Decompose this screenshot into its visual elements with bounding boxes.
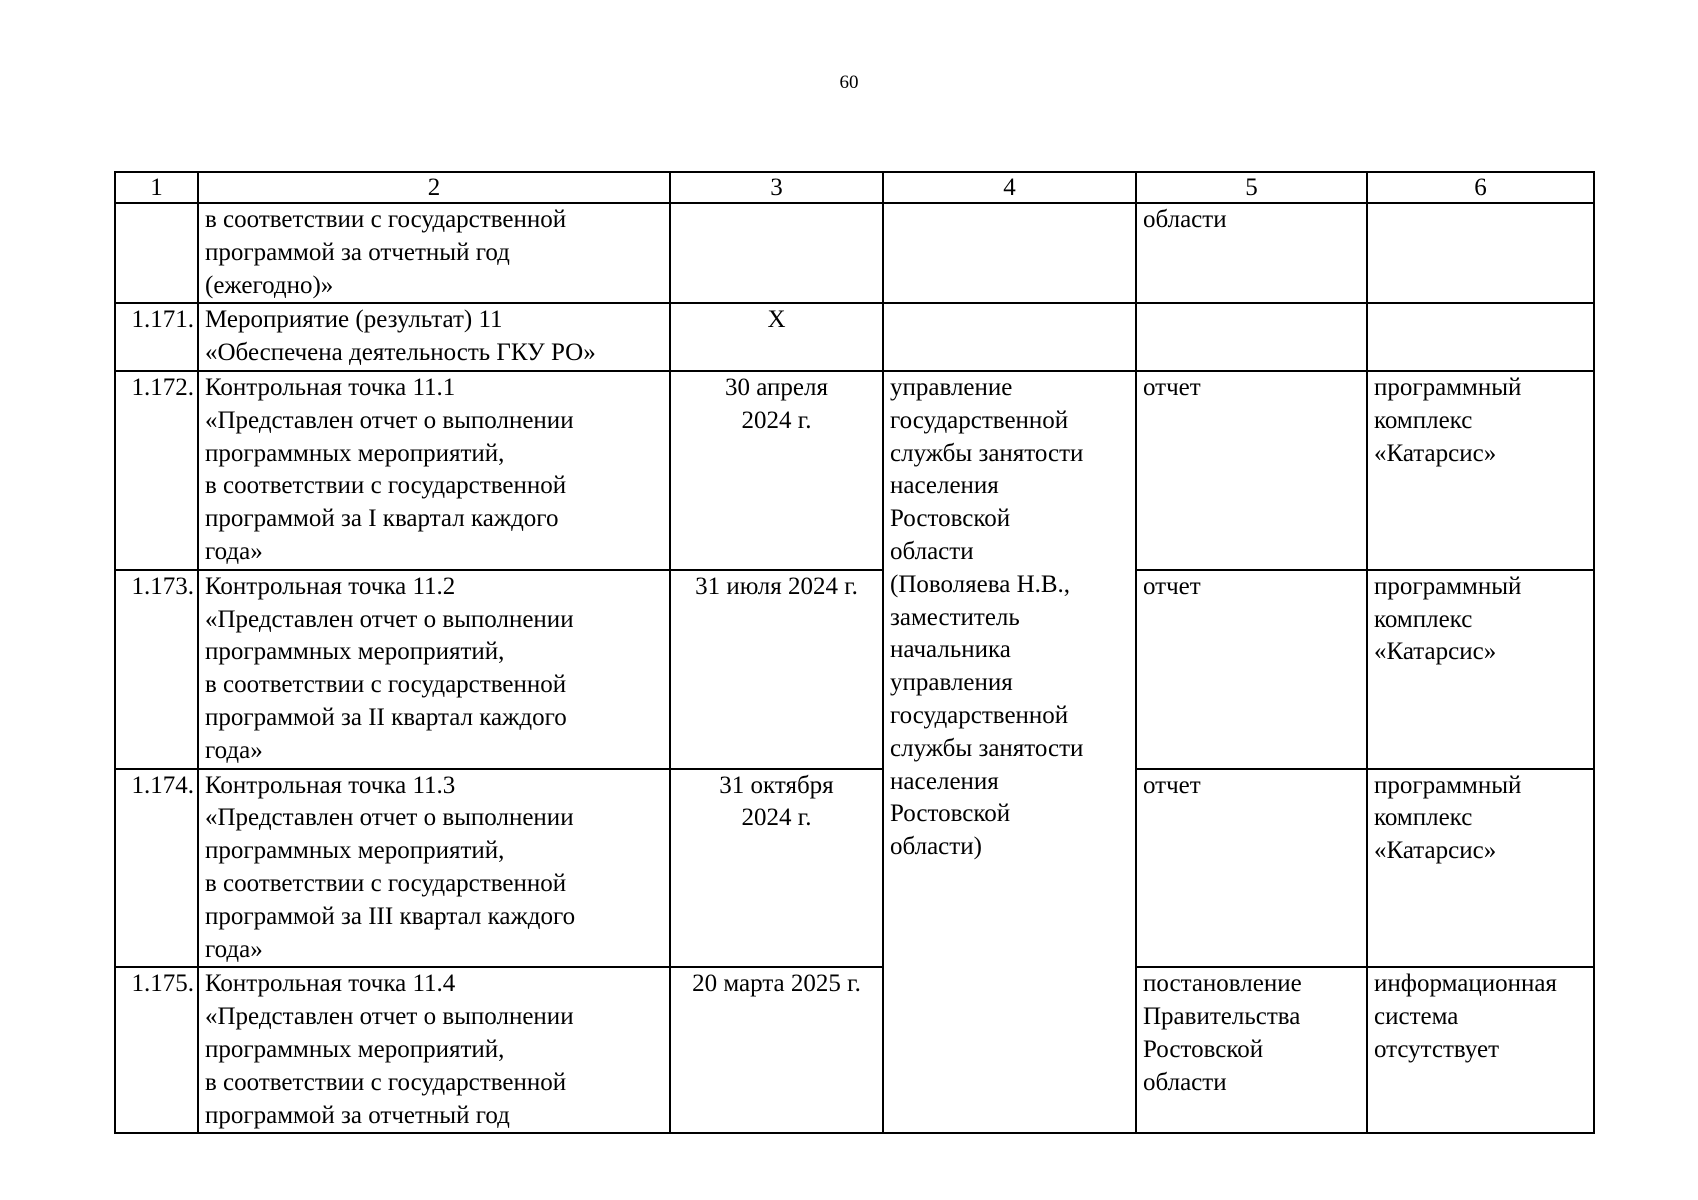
header-cell: 3: [670, 172, 883, 203]
activity-cell: [198, 203, 670, 303]
text-line: государственной: [890, 406, 1069, 434]
text-line: Ростовской: [890, 800, 1011, 828]
text-line: 30 апреля: [725, 373, 828, 401]
text-line: заместитель: [890, 603, 1020, 631]
table-row: [115, 769, 1594, 968]
text-line: информационная: [1374, 970, 1557, 998]
text-line: программой за III квартал каждого: [205, 902, 576, 930]
deadline-cell: [670, 570, 883, 769]
text-line: области: [890, 537, 974, 565]
header-cell: 2: [198, 172, 670, 203]
text-line: Мероприятие (результат) 11: [205, 306, 503, 334]
document-cell: [1136, 203, 1367, 303]
text-line: населения: [890, 472, 999, 500]
text-line: в соответствии с государственной: [205, 671, 567, 699]
text-line: службы занятости: [890, 734, 1084, 762]
table-body: [115, 172, 1594, 1133]
deadline-cell: [670, 769, 883, 968]
document-cell: [1136, 769, 1367, 968]
row-number: 1.173.: [115, 570, 198, 769]
text-line: программных мероприятий,: [205, 439, 505, 467]
text-line: начальника: [890, 636, 1011, 664]
text-line: система: [1374, 1003, 1459, 1031]
document-cell: [1136, 967, 1367, 1133]
text-line: 2024 г.: [741, 804, 812, 832]
system-cell: [1367, 371, 1594, 570]
text-line: X: [767, 306, 786, 334]
responsible-cell: [883, 203, 1136, 303]
text-line: отчет: [1143, 572, 1201, 600]
text-line: постановление: [1143, 970, 1302, 998]
text-line: (ежегодно)»: [205, 271, 334, 299]
text-line: в соответствии с государственной: [205, 472, 567, 500]
document-cell: [1136, 570, 1367, 769]
activity-cell: [198, 371, 670, 570]
row-number: 1.174.: [115, 769, 198, 968]
text-line: отсутствует: [1374, 1035, 1500, 1063]
deadline-cell: [670, 371, 883, 570]
text-line: области: [1143, 206, 1227, 233]
table-row: [115, 570, 1594, 769]
text-line: населения: [890, 767, 999, 795]
text-line: 20 марта 2025 г.: [692, 970, 861, 998]
text-line: программой за I квартал каждого: [205, 505, 559, 533]
document-cell: [1136, 371, 1367, 570]
table-row: [115, 203, 1594, 303]
system-cell: [1367, 570, 1594, 769]
responsible-cell: [883, 371, 1136, 1133]
text-line: в соответствии с государственной: [205, 1068, 567, 1096]
system-cell: [1367, 303, 1594, 371]
header-cell: 6: [1367, 172, 1594, 203]
row-number: 1.175.: [115, 967, 198, 1133]
text-line: комплекс: [1374, 804, 1473, 832]
text-line: «Представлен отчет о выполнении: [205, 605, 574, 633]
text-line: программных мероприятий,: [205, 1035, 505, 1063]
text-line: года»: [205, 935, 263, 963]
text-line: года»: [205, 736, 263, 764]
text-line: в соответствии с государственной: [205, 869, 567, 897]
page-number: 60: [839, 72, 859, 93]
text-line: управление: [890, 373, 1013, 401]
text-line: программой за отчетный год: [205, 238, 510, 266]
table-row: [115, 967, 1594, 1133]
activity-cell: [198, 570, 670, 769]
text-line: года»: [205, 537, 263, 565]
table-row: [115, 303, 1594, 371]
header-cell: 5: [1136, 172, 1367, 203]
text-line: 31 октября: [719, 771, 834, 799]
header-cell: 4: [883, 172, 1136, 203]
text-line: отчет: [1143, 771, 1201, 799]
system-cell: [1367, 967, 1594, 1133]
text-line: программой за II квартал каждого: [205, 703, 567, 731]
text-line: программных мероприятий,: [205, 837, 505, 865]
text-line: программный: [1374, 572, 1522, 600]
text-line: «Представлен отчет о выполнении: [205, 804, 574, 832]
text-line: «Представлен отчет о выполнении: [205, 1003, 574, 1031]
text-line: программный: [1374, 373, 1522, 401]
text-line: программный: [1374, 771, 1522, 799]
text-line: области): [890, 833, 982, 861]
activity-cell: [198, 967, 670, 1133]
text-line: Ростовской: [890, 505, 1011, 533]
text-line: службы занятости: [890, 439, 1084, 467]
text-line: программой за отчетный год: [205, 1101, 510, 1129]
text-line: 2024 г.: [741, 406, 812, 434]
text-line: «Катарсис»: [1374, 837, 1497, 865]
text-line: Контрольная точка 11.1: [205, 373, 456, 401]
row-number: [115, 203, 198, 303]
table-row: [115, 371, 1594, 570]
deadline-cell: [670, 967, 883, 1133]
text-line: Контрольная точка 11.2: [205, 572, 456, 600]
responsible-cell: [883, 303, 1136, 371]
row-number: 1.171.: [115, 303, 198, 371]
activity-cell: [198, 769, 670, 968]
header-row: [115, 172, 1594, 203]
text-line: области: [1143, 1068, 1227, 1096]
text-line: Контрольная точка 11.4: [205, 970, 456, 998]
text-line: отчет: [1143, 373, 1201, 401]
text-line: Правительства: [1143, 1003, 1301, 1031]
text-line: «Обеспечена деятельность ГКУ РО»: [205, 339, 596, 367]
text-line: комплекс: [1374, 605, 1473, 633]
activities-table: [114, 171, 1595, 1134]
header-cell: 1: [115, 172, 198, 203]
row-number: 1.172.: [115, 371, 198, 570]
text-line: (Поволяева Н.В.,: [890, 570, 1071, 598]
text-line: Ростовской: [1143, 1035, 1264, 1063]
text-line: комплекс: [1374, 406, 1473, 434]
text-line: программных мероприятий,: [205, 638, 505, 666]
deadline-cell: [670, 303, 883, 371]
system-cell: [1367, 203, 1594, 303]
text-line: государственной: [890, 701, 1069, 729]
activity-cell: [198, 303, 670, 371]
text-line: Контрольная точка 11.3: [205, 771, 456, 799]
system-cell: [1367, 769, 1594, 968]
text-line: «Катарсис»: [1374, 439, 1497, 467]
text-line: «Катарсис»: [1374, 638, 1497, 666]
text-line: управления: [890, 669, 1013, 697]
text-line: 31 июля 2024 г.: [695, 572, 858, 600]
deadline-cell: [670, 203, 883, 303]
document-cell: [1136, 303, 1367, 371]
text-line: в соответствии с государственной: [205, 206, 567, 233]
text-line: «Представлен отчет о выполнении: [205, 406, 574, 434]
